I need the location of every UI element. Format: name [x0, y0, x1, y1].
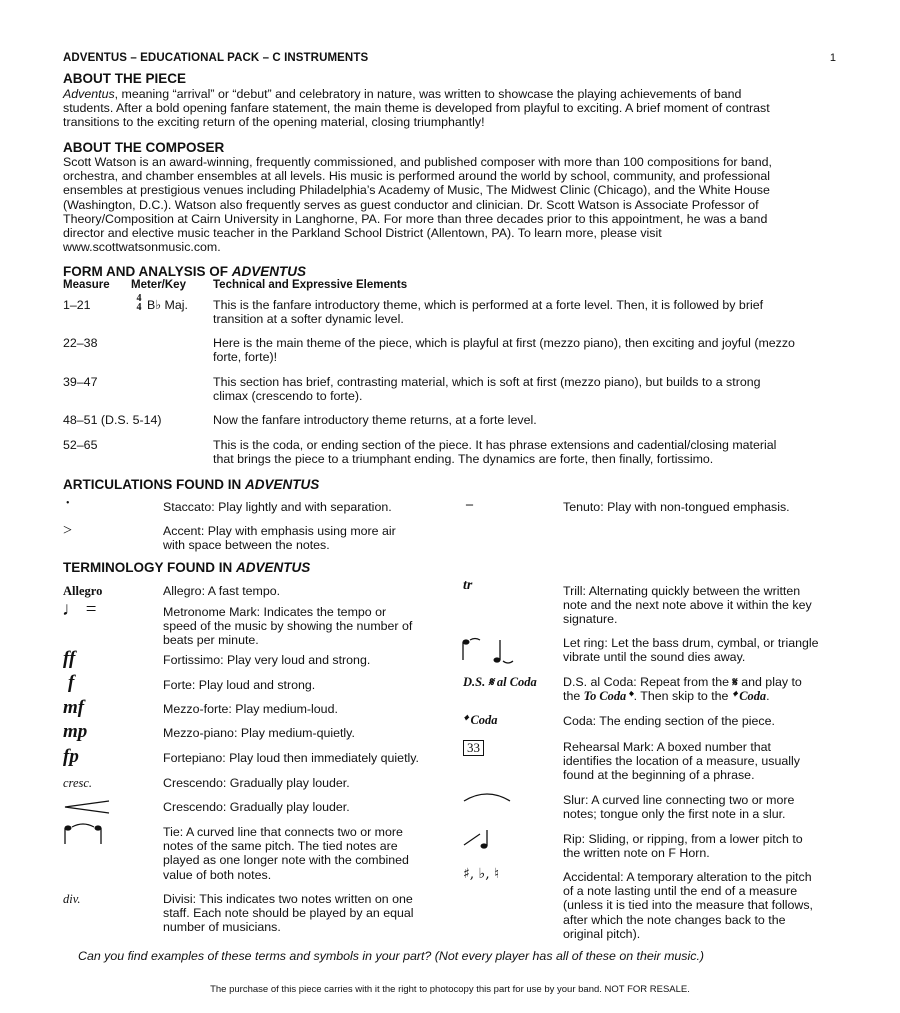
metronome-icon: ♩ = — [62, 599, 97, 620]
divisi-symbol: div. — [63, 892, 81, 906]
term-fortissimo: Fortissimo: Play very loud and strong. — [163, 653, 371, 667]
term-crescendo-hairpin: Crescendo: Gradually play louder. — [163, 800, 350, 814]
term-divisi: Divisi: This indicates two notes written on one staff. Each note should be played by an equal number of musicians. — [163, 892, 414, 935]
rip-icon — [462, 826, 494, 850]
slur-icon — [462, 790, 512, 804]
articulations-heading: ARTICULATIONS FOUND IN ADVENTUS — [63, 477, 320, 492]
rehearsal-mark-icon: 33 — [463, 739, 484, 757]
piece-title: Adventus — [63, 87, 115, 101]
measure-cell: 48–51 (D.S. 5-14) — [63, 413, 162, 427]
col-meter-header: Meter/Key — [131, 279, 186, 291]
term-coda: Coda: The ending section of the piece. — [563, 714, 775, 728]
forte-symbol: f — [68, 672, 75, 693]
term-metronome: Metronome Mark: Indicates the tempo or speed of the music by showing the number of beats per minute. — [163, 605, 413, 648]
about-piece-heading: ABOUT THE PIECE — [63, 71, 187, 86]
ds-al-coda-symbol: D.S. 𝄋 al Coda — [463, 675, 537, 689]
term-allegro: Allegro: A fast tempo. — [163, 584, 281, 598]
segno-icon: 𝄋 — [732, 674, 738, 689]
key-signature: B♭ Maj. — [147, 298, 188, 312]
staccato-definition: Staccato: Play lightly and with separation. — [163, 500, 392, 514]
term-tie: Tie: A curved line that connects two or more notes of the same pitch. The tied notes are played as one longer note with the combined value of both notes. — [163, 825, 409, 882]
about-piece-text — [63, 87, 843, 130]
elements-cell: This section has brief, contrasting material, which is soft at first (mezzo piano), but builds to a strong climax (crescendo to forte). — [213, 375, 761, 404]
measure-cell: 39–47 — [63, 375, 98, 389]
tenuto-icon: – — [466, 497, 473, 512]
form-heading: FORM AND ANALYSIS OF ADVENTUS — [63, 264, 307, 279]
composer-line: Theory/Composition at Cairn University in Langhorne, PA. For more than three decades prior to this appointment, he was a band — [63, 211, 768, 226]
composer-line: ensembles at prestigious venues including Philadelphia’s Academy of Music, The Midwest Clinic (Chicago), and the White House — [63, 183, 770, 198]
composer-line: director and elective music teacher in the Parkland School District (Allentown, PA). To learn more, please visit — [63, 226, 662, 241]
tenuto-definition: Tenuto: Play with non-tongued emphasis. — [563, 500, 790, 514]
composer-line: (Washington, D.C.). Watson also frequently serves as guest conductor and clinician. Dr. Scott Watson is Associate Professor of — [63, 197, 759, 212]
mezzo-piano-symbol: mp — [63, 721, 88, 742]
composer-line: Scott Watson is an award-winning, frequently commissioned, and published composer with more than 100 compositions for band, — [63, 155, 772, 169]
term-ds-al-coda: D.S. al Coda: Repeat from the 𝄋 and play to the To Coda 𝄌. Then skip to the 𝄌 Coda. — [563, 674, 802, 704]
about-composer-heading: ABOUT THE COMPOSER — [63, 140, 225, 155]
fortepiano-symbol: fp — [63, 746, 79, 767]
coda-icon: 𝄌 — [626, 689, 634, 704]
term-slur: Slur: A curved line connecting two or more notes; tongue only the first note in a slur. — [563, 793, 795, 822]
term-fortepiano: Fortepiano: Play loud then immediately quietly. — [163, 751, 419, 765]
accent-definition: Accent: Play with emphasis using more air with space between the notes. — [163, 524, 396, 553]
staccato-icon: • — [66, 498, 70, 509]
elements-cell: This is the fanfare introductory theme, which is performed at a forte level. Then, it is followed by brief transition at a softer dynamic level. — [213, 298, 764, 327]
let-ring-icon — [460, 636, 516, 668]
about-piece-line-2: students. After a bold opening fanfare statement, the main theme is developed from playful to exciting. A brief moment of contrast — [63, 101, 770, 116]
document-header: ADVENTUS – EDUCATIONAL PACK – C INSTRUMENTS — [63, 52, 369, 64]
about-piece-line-3: transitions to the exciting return of the opening material, closing triumphantly! — [63, 115, 485, 130]
fortissimo-symbol: ff — [63, 648, 76, 669]
elements-cell: Here is the main theme of the piece, which is playful at first (mezzo piano), then exciting and joyful (mezzo forte, forte)! — [213, 336, 795, 365]
accent-icon: > — [63, 522, 73, 539]
col-measure-header: Measure — [63, 279, 110, 291]
term-cresc: Crescendo: Gradually play louder. — [163, 776, 350, 790]
term-accidental: Accidental: A temporary alteration to the pitch of a note lasting until the end of a measure (unless it is tied into the measure that follows, after which the note changes back to the original pitch). — [563, 870, 813, 941]
term-rip: Rip: Sliding, or ripping, from a lower pitch to the written note on F Horn. — [563, 832, 803, 861]
crescendo-hairpin-icon — [63, 799, 111, 815]
term-mezzo-piano: Mezzo-piano: Play medium-quietly. — [163, 726, 355, 740]
composer-line: orchestra, and chamber ensembles at all levels. His music is performed around the world by school, community, and professional — [63, 169, 771, 184]
measure-cell: 22–38 — [63, 336, 98, 350]
terminology-heading: TERMINOLOGY FOUND IN ADVENTUS — [63, 560, 311, 575]
about-piece-line-1: Adventus, meaning “arrival” or “debut” and celebratory in nature, was written to showcase the playing achievements of band — [63, 87, 742, 101]
term-mezzo-forte: Mezzo-forte: Play medium-loud. — [163, 702, 338, 716]
measure-cell: 52–65 — [63, 438, 98, 452]
about-composer-text — [63, 155, 853, 254]
term-trill: Trill: Alternating quickly between the written note and the next note above it within the key signature. — [563, 584, 812, 627]
col-elements-header: Technical and Expressive Elements — [213, 279, 408, 291]
mezzo-forte-symbol: mf — [63, 697, 85, 718]
page-number: 1 — [829, 52, 836, 64]
coda-symbol: 𝄌 Coda — [463, 713, 498, 727]
measure-cell: 1–21 — [63, 298, 91, 312]
trill-symbol: tr — [463, 578, 473, 593]
tie-icon — [62, 822, 106, 848]
cresc-symbol: cresc. — [63, 776, 93, 790]
closing-question: Can you find examples of these terms and symbols in your part? (Not every player has all of these on their music.) — [78, 949, 705, 963]
term-rehearsal-mark: Rehearsal Mark: A boxed number that identifies the location of a measure, usually found at the beginning of a phrase. — [563, 740, 800, 783]
composer-website[interactable]: www.scottwatsonmusic.com. — [63, 240, 221, 255]
allegro-symbol: Allegro — [63, 584, 103, 598]
elements-cell: This is the coda, or ending section of the piece. It has phrase extensions and cadential/closing material that brings the piece to a triumphant ending. The dynamics are forte, then finally, fortissimo. — [213, 438, 777, 467]
accidental-icons: ♯, ♭, ♮ — [463, 866, 500, 882]
time-signature: 4 4 — [136, 293, 142, 313]
footer-notice: The purchase of this piece carries with it the right to photocopy this part for use by your band. NOT FOR RESALE. — [210, 984, 690, 995]
term-forte: Forte: Play loud and strong. — [163, 678, 316, 692]
term-let-ring: Let ring: Let the bass drum, cymbal, or triangle vibrate until the sound dies away. — [563, 636, 819, 665]
elements-cell: Now the fanfare introductory theme returns, at a forte level. — [213, 413, 537, 427]
